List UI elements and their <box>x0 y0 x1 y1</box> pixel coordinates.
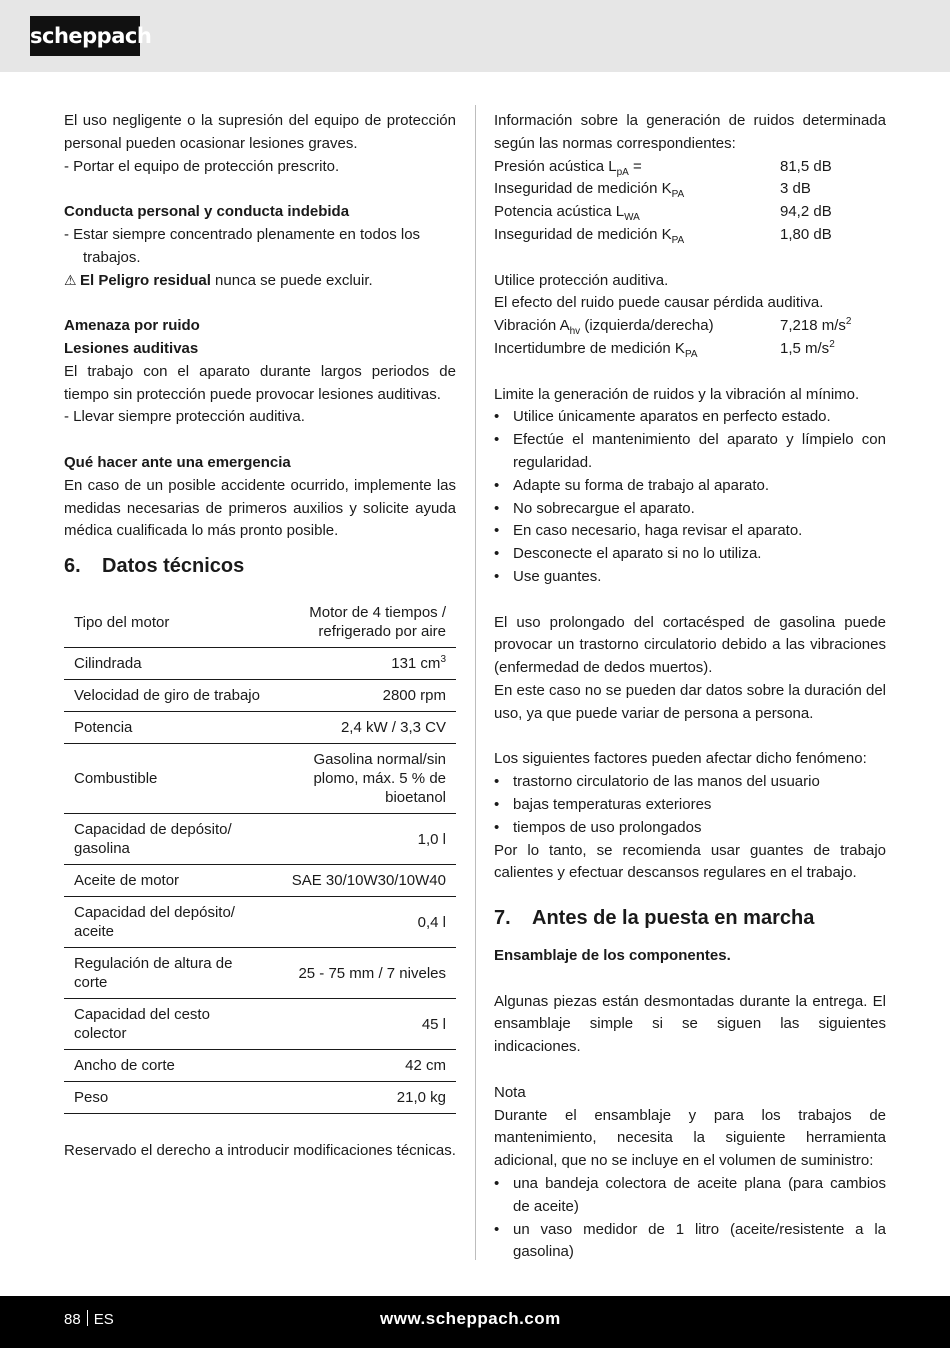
spec-value-text: 1,0 l <box>417 830 446 848</box>
bullet-item: • bajas temperaturas exteriores <box>494 794 886 817</box>
spec-key: Regulación de altura de corte <box>64 948 274 999</box>
spec-value-text: 0,4 l <box>417 913 446 931</box>
section-7-number: 7. <box>494 907 511 930</box>
spec-value <box>274 865 456 897</box>
vibration-values-list <box>494 315 886 361</box>
emergency-heading: Qué hacer ante una emergencia <box>64 453 291 471</box>
spec-value <box>274 814 456 865</box>
spec-value <box>274 648 456 680</box>
language-code: ES <box>93 1311 114 1328</box>
section-7-heading <box>494 905 886 931</box>
spec-row <box>64 814 456 865</box>
page-separator <box>87 1310 88 1326</box>
spec-key: Ancho de corte <box>64 1050 274 1082</box>
protection-line-2: El efecto del ruido puede causar pérdida auditiva. <box>494 294 824 312</box>
spec-key: Capacidad de depósito/ gasolina <box>64 814 274 865</box>
measurement-value-text: 7,218 m/s <box>780 317 846 335</box>
ppe-dash-item: - Portar el equipo de protección prescrito. <box>64 157 340 175</box>
spec-value <box>274 1082 456 1114</box>
measurement-row <box>494 224 886 247</box>
page-number: 88 <box>64 1311 81 1328</box>
header-bar <box>0 0 950 72</box>
measurement-row <box>494 315 886 338</box>
spec-row <box>64 897 456 948</box>
ppe-paragraph: El uso negligente o la supresión del equipo de protección personal pueden ocasionar lesiones graves. <box>64 112 456 152</box>
spec-key: Tipo del motor <box>64 597 274 648</box>
section-6-heading <box>64 553 456 579</box>
prolonged-use-paragraph: El uso prolongado del cortacésped de gasolina puede provocar un trastorno circulatorio debido a las vibraciones (enfermedad de dedos muertos). <box>494 613 886 677</box>
measurement-label-text: Inseguridad de medición K <box>494 225 672 243</box>
spec-row <box>64 680 456 712</box>
measurement-value <box>780 338 835 361</box>
hearing-dash-item: - Llevar siempre protección auditiva. <box>64 408 305 426</box>
measurement-value-text: 1,80 dB <box>780 225 832 243</box>
spec-row <box>64 1082 456 1114</box>
measurement-label <box>494 315 780 338</box>
residual-danger-bold: El Peligro residual <box>80 271 211 289</box>
factor-bullet-list <box>494 771 886 839</box>
measurement-label <box>494 201 780 224</box>
spec-value <box>274 597 456 648</box>
bullet-item: • trastorno circulatorio de las manos del usuario <box>494 771 886 794</box>
measurement-label-sub: pA <box>616 166 629 178</box>
measurement-label-sub: PA <box>671 234 685 246</box>
spec-key: Velocidad de giro de trabajo <box>64 680 274 712</box>
bullet-item: • una bandeja colectora de aceite plana (para cambios de aceite) <box>494 1173 886 1219</box>
assembly-heading: Ensamblaje de los componentes. <box>494 947 731 965</box>
section-7-title: Antes de la puesta en marcha <box>532 907 815 930</box>
spec-value <box>274 897 456 948</box>
note-label: Nota <box>494 1083 526 1101</box>
column-divider <box>475 105 476 1260</box>
measurement-label-sub: hv <box>569 326 581 338</box>
measurement-label-rest: = <box>628 157 642 175</box>
measurement-row <box>494 338 886 361</box>
measurement-label-sub: WA <box>624 212 640 224</box>
spec-row <box>64 865 456 897</box>
spec-row <box>64 948 456 999</box>
spec-key: Aceite de motor <box>64 865 274 897</box>
note-paragraph: Durante el ensamblaje y para los trabajos de mantenimiento, necesita la siguiente herramienta adicional, que no se incluye en el volumen de suministro: <box>494 1106 886 1170</box>
residual-danger-line <box>64 270 456 293</box>
noise-heading: Amenaza por ruido <box>64 317 200 335</box>
page-indicator <box>64 1296 114 1344</box>
spec-value <box>274 1050 456 1082</box>
spec-value-text: Motor de 4 tiempos / refrigerado por aire <box>309 604 446 641</box>
warning-triangle-icon: ⚠ <box>64 272 77 289</box>
spec-row <box>64 597 456 648</box>
bullet-item: • Utilice únicamente aparatos en perfecto estado. <box>494 406 886 429</box>
measurement-label-text: Vibración A <box>494 317 570 335</box>
measurement-row <box>494 156 886 179</box>
spec-key: Potencia <box>64 712 274 744</box>
spec-key: Cilindrada <box>64 648 274 680</box>
limit-bullet-list <box>494 406 886 588</box>
measurement-label <box>494 224 780 247</box>
website-url: www.scheppach.com <box>380 1309 561 1328</box>
residual-danger-rest: nunca se puede excluir. <box>210 271 373 289</box>
measurement-row <box>494 178 886 201</box>
spec-value-text: 131 cm <box>391 655 441 673</box>
measurement-value <box>780 156 832 179</box>
measurement-value <box>780 315 851 338</box>
spec-value-text: 42 cm <box>405 1057 446 1075</box>
measurement-value-text: 1,5 m/s <box>780 339 830 357</box>
bullet-item: • No sobrecargue el aparato. <box>494 498 886 521</box>
spec-value-text: 2,4 kW / 3,3 CV <box>340 719 446 737</box>
hearing-paragraph: El trabajo con el aparato durante largos periodos de tiempo sin protección puede provocar lesiones auditivas. <box>64 362 456 403</box>
right-column <box>494 110 886 1264</box>
measurement-value-sup: 2 <box>845 316 852 328</box>
spec-table <box>64 597 456 1114</box>
spec-value <box>274 744 456 814</box>
spec-row <box>64 648 456 680</box>
spec-value <box>274 680 456 712</box>
gloves-paragraph: Por lo tanto, se recomienda usar guantes de trabajo calientes y efectuar descansos regulares en el trabajo. <box>494 841 886 882</box>
spec-value-text: 21,0 kg <box>396 1089 446 1107</box>
bullet-item: • Efectúe el mantenimiento del aparato y límpielo con regularidad. <box>494 429 886 475</box>
left-column <box>64 110 456 1163</box>
spec-value-text: 2800 rpm <box>382 687 446 705</box>
measurement-label-sub: PA <box>684 348 698 360</box>
measurement-value-text: 81,5 dB <box>780 157 832 175</box>
bullet-item: • tiempos de uso prolongados <box>494 817 886 840</box>
measurement-value <box>780 201 832 224</box>
spec-value <box>274 999 456 1050</box>
reserved-paragraph: Reservado el derecho a introducir modificaciones técnicas. <box>64 1142 456 1160</box>
spec-key: Combustible <box>64 744 274 814</box>
measurement-label <box>494 156 780 179</box>
spec-value-text: SAE 30/10W30/10W40 <box>291 872 446 890</box>
limit-paragraph: Limite la generación de ruidos y la vibración al mínimo. <box>494 385 860 403</box>
measurement-value-sup: 2 <box>829 338 835 350</box>
measurement-label <box>494 338 780 361</box>
noise-values-list <box>494 156 886 247</box>
noise-info-paragraph: Información sobre la generación de ruidos determinada según las normas correspondientes: <box>494 112 886 152</box>
footer-bar <box>0 1296 950 1348</box>
duration-paragraph: En este caso no se pueden dar datos sobre la duración del uso, ya que puede variar de persona a persona. <box>494 681 886 722</box>
bullet-item: • Adapte su forma de trabajo al aparato. <box>494 475 886 498</box>
measurement-label <box>494 178 780 201</box>
spec-row <box>64 1050 456 1082</box>
bullet-item: • Use guantes. <box>494 566 886 589</box>
section-6-title: Datos técnicos <box>102 555 245 578</box>
section-6-number: 6. <box>64 555 81 578</box>
measurement-label-text: Potencia acústica L <box>494 203 625 221</box>
spec-value-text: 25 - 75 mm / 7 niveles <box>298 964 446 982</box>
spec-value-sup: 3 <box>440 654 446 666</box>
spec-row <box>64 744 456 814</box>
measurement-value-text: 94,2 dB <box>780 203 832 221</box>
spec-row <box>64 999 456 1050</box>
assembly-paragraph: Algunas piezas están desmontadas durante la entrega. El ensamblaje simple si se siguen las siguientes indicaciones. <box>494 992 886 1056</box>
spec-value <box>274 712 456 744</box>
protection-line-1: Utilice protección auditiva. <box>494 271 669 289</box>
hearing-heading: Lesiones auditivas <box>64 339 199 357</box>
spec-row <box>64 712 456 744</box>
conduct-dash-item: - Estar siempre concentrado plenamente en todos los trabajos. <box>64 225 421 266</box>
bullet-item: • En caso necesario, haga revisar el aparato. <box>494 520 886 543</box>
bullet-item: • un vaso medidor de 1 litro (aceite/resistente a la gasolina) <box>494 1219 886 1265</box>
factors-paragraph: Los siguientes factores pueden afectar dicho fenómeno: <box>494 750 867 768</box>
measurement-label-rest: (izquierda/derecha) <box>580 317 714 335</box>
emergency-paragraph: En caso de un posible accidente ocurrido, implemente las medidas necesarias de primeros auxilios y solicite ayuda médica cualificada lo más pronto posible. <box>64 476 456 540</box>
measurement-value-text: 3 dB <box>780 180 811 198</box>
tool-bullet-list <box>494 1173 886 1264</box>
spec-key: Peso <box>64 1082 274 1114</box>
measurement-label-text: Incertidumbre de medición K <box>494 339 685 357</box>
scheppach-logo: scheppach <box>30 16 140 56</box>
measurement-label-text: Presión acústica L <box>494 157 617 175</box>
spec-key: Capacidad del cesto colector <box>64 999 274 1050</box>
spec-key: Capacidad del depósito/ aceite <box>64 897 274 948</box>
measurement-label-sub: PA <box>671 189 685 201</box>
spec-value-text: Gasolina normal/sin plomo, máx. 5 % de bioetanol <box>313 751 446 807</box>
measurement-value <box>780 178 811 201</box>
measurement-label-text: Inseguridad de medición K <box>494 180 672 198</box>
measurement-row <box>494 201 886 224</box>
bullet-item: • Desconecte el aparato si no lo utiliza. <box>494 543 886 566</box>
spec-value <box>274 948 456 999</box>
spec-value-text: 45 l <box>421 1015 446 1033</box>
measurement-value <box>780 224 832 247</box>
conduct-heading: Conducta personal y conducta indebida <box>64 203 350 221</box>
